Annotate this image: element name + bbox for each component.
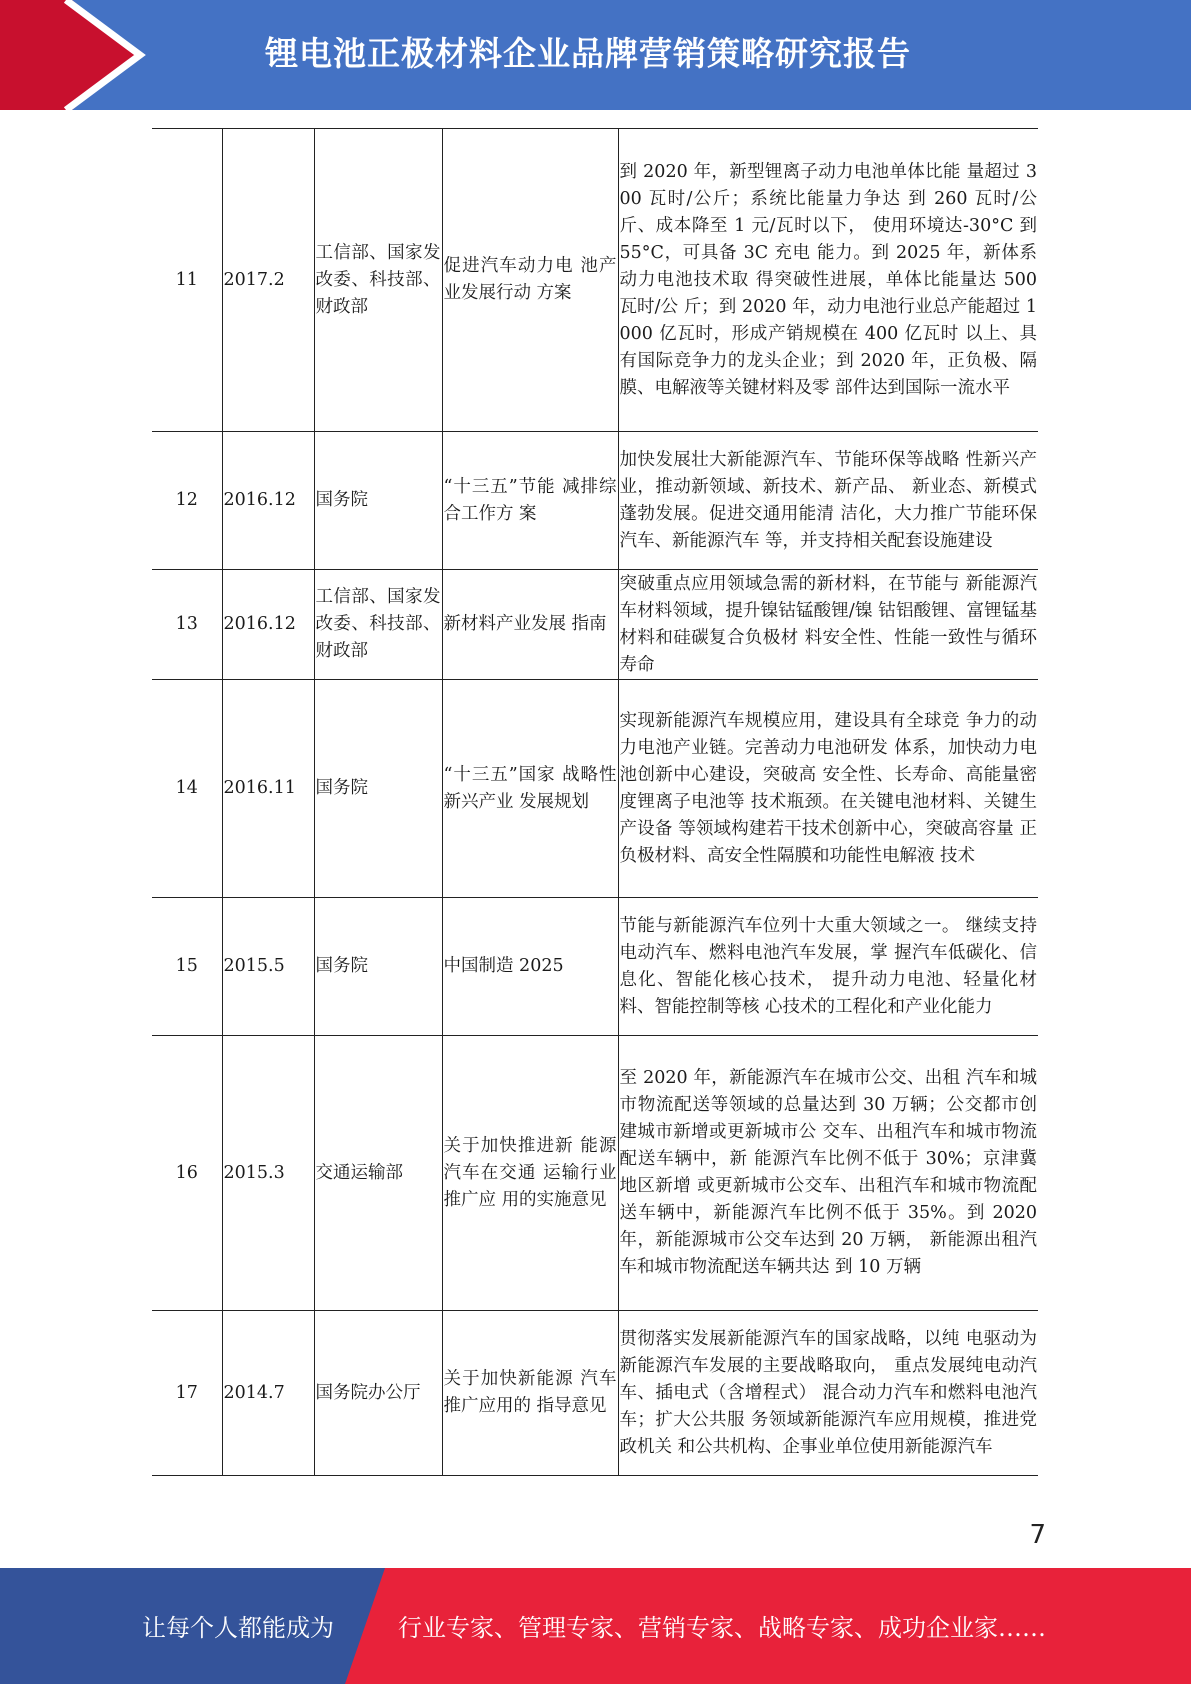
row-policy-title: 中国制造 2025 xyxy=(442,898,618,1036)
row-date: 2015.3 xyxy=(222,1036,314,1311)
row-policy-title: “十三五”国家 战略性新兴产业 发展规划 xyxy=(442,680,618,898)
page-number: 7 xyxy=(1029,1520,1046,1550)
table-row xyxy=(152,129,1038,432)
row-department: 国务院 xyxy=(314,898,442,1036)
row-number: 13 xyxy=(152,570,222,680)
row-date: 2015.5 xyxy=(222,898,314,1036)
row-date: 2014.7 xyxy=(222,1311,314,1476)
row-content: 实现新能源汽车规模应用，建设具有全球竞 争力的动力电池产业链。完善动力电池研发 体系，加快动力电池创新中心建设，突破高 安全性、长寿命、高能量密度锂离子电池等 技术瓶颈。在关键电池材料、关键生产设备 等领域构建若干技术创新中心，突破高容量 正负极材料、高安全性隔膜和功能性电解液 技术 xyxy=(618,680,1038,898)
row-date: 2017.2 xyxy=(222,129,314,432)
table-row xyxy=(152,680,1038,898)
row-number: 12 xyxy=(152,432,222,570)
footer-slogan-left: 让每个人都能成为 xyxy=(142,1614,334,1642)
row-policy-title: 关于加快推进新 能源汽车在交通 运输行业推广应 用的实施意见 xyxy=(442,1036,618,1311)
row-number: 14 xyxy=(152,680,222,898)
row-department: 交通运输部 xyxy=(314,1036,442,1311)
row-content: 突破重点应用领域急需的新材料，在节能与 新能源汽车材料领域，提升镍钴锰酸锂/镍 钴铝酸锂、富锂锰基材料和硅碳复合负极材 料安全性、性能一致性与循环寿命 xyxy=(618,570,1038,680)
row-department: 国务院 xyxy=(314,680,442,898)
policy-table xyxy=(152,128,1038,1476)
row-content: 节能与新能源汽车位列十大重大领域之一。 继续支持电动汽车、燃料电池汽车发展，掌 握汽车低碳化、信息化、智能化核心技术， 提升动力电池、轻量化材料、智能控制等核 心技术的工程化和产业化能力 xyxy=(618,898,1038,1036)
table-row xyxy=(152,1311,1038,1476)
page-header xyxy=(0,0,1191,110)
report-title: 锂电池正极材料企业品牌营销策略研究报告 xyxy=(265,34,911,73)
table-row xyxy=(152,898,1038,1036)
table-row xyxy=(152,570,1038,680)
row-date: 2016.11 xyxy=(222,680,314,898)
row-policy-title: 关于加快新能源 汽车推广应用的 指导意见 xyxy=(442,1311,618,1476)
table-row xyxy=(152,1036,1038,1311)
row-content: 贯彻落实发展新能源汽车的国家战略，以纯 电驱动为新能源汽车发展的主要战略取向， 重点发展纯电动汽车、插电式（含增程式） 混合动力汽车和燃料电池汽车；扩大公共服 务领域新能源汽车应用规模，推进党政机关 和公共机构、企事业单位使用新能源汽车 xyxy=(618,1311,1038,1476)
row-number: 16 xyxy=(152,1036,222,1311)
row-number: 17 xyxy=(152,1311,222,1476)
row-number: 11 xyxy=(152,129,222,432)
row-policy-title: “十三五”节能 减排综合工作方 案 xyxy=(442,432,618,570)
row-date: 2016.12 xyxy=(222,570,314,680)
row-department: 国务院 xyxy=(314,432,442,570)
row-policy-title: 促进汽车动力电 池产业发展行动 方案 xyxy=(442,129,618,432)
row-department: 工信部、国家发改委、科技部、财政部 xyxy=(314,129,442,432)
row-number: 15 xyxy=(152,898,222,1036)
page-footer xyxy=(0,1568,1191,1684)
row-date: 2016.12 xyxy=(222,432,314,570)
footer-slogan-right: 行业专家、管理专家、营销专家、战略专家、成功企业家…… xyxy=(398,1614,1046,1642)
row-department: 国务院办公厅 xyxy=(314,1311,442,1476)
row-department: 工信部、国家发改委、科技部、财政部 xyxy=(314,570,442,680)
table-row xyxy=(152,432,1038,570)
row-content: 加快发展壮大新能源汽车、节能环保等战略 性新兴产业，推动新领域、新技术、新产品、 新业态、新模式蓬勃发展。促进交通用能清 洁化，大力推广节能环保汽车、新能源汽车 等，并支持相关配套设施建设 xyxy=(618,432,1038,570)
row-content: 到 2020 年，新型锂离子动力电池单体比能 量超过 300 瓦时/公斤；系统比能量力争达 到 260 瓦时/公斤、成本降至 1 元/瓦时以下， 使用环境达-30°C 到 55°C，可具备 3C 充电 能力。到 2025 年，新体系动力电池技术取 得突破性进展，单体比能量达 500 瓦时/公 斤；到 2020 年，动力电池行业总产能超过 1000 亿瓦时，形成产销规模在 400 亿瓦时 以上、具有国际竞争力的龙头企业；到 2020 年，正负极、隔膜、电解液等关键材料及零 部件达到国际一流水平 xyxy=(618,129,1038,432)
row-policy-title: 新材料产业发展 指南 xyxy=(442,570,618,680)
header-chevron-icon xyxy=(0,0,160,110)
row-content: 至 2020 年，新能源汽车在城市公交、出租 汽车和城市物流配送等领域的总量达到 30 万辆；公交都市创建城市新增或更新城市公 交车、出租汽车和城市物流配送车辆中，新 能源汽车比例不低于 30%；京津冀地区新增 或更新城市公交车、出租汽车和城市物流配 送车辆中，新能源汽车比例不低于 35%。到 2020 年，新能源城市公交车达到 20 万辆， 新能源出租汽车和城市物流配送车辆共达 到 10 万辆 xyxy=(618,1036,1038,1311)
